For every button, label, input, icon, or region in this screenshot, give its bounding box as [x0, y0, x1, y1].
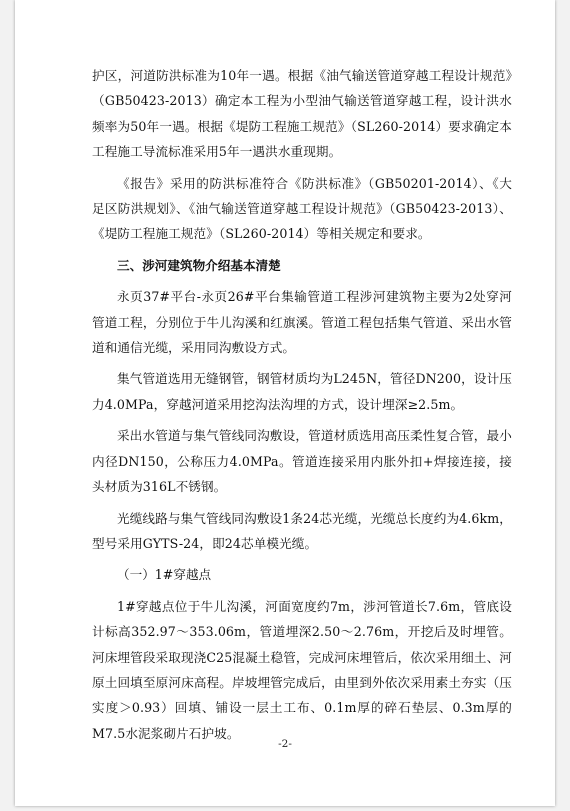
paragraph-crossing-point-1: 1#穿越点位于牛儿沟溪，河面宽度约7m，涉河管道长7.6m，管底设计标高352.97～353.06m，管道埋深2.50～2.76m，开挖后及时埋管。河床埋管段采取现浇C25混凝土稳管，完成河床埋管后，依次采用细土、河原土回填至原河床高程。岸坡埋管完成后，由里到外依次采用素土夯实（压实度＞0.93）回填、铺设一层土工布、0.1m厚的碎石垫层、0.3m厚的M7.5水泥浆砌片石护坡。	[92, 598, 512, 741]
subsection-heading: （一）1#穿越点	[117, 567, 212, 583]
document-page	[15, 0, 555, 806]
paragraph-project-overview: 永页37#平台-永页26#平台集输管道工程涉河建筑物主要为2处穿河管道工程，分别位于牛儿沟溪和红旗溪。管道工程包括集气管道、采出水管道和通信光缆，采用同沟敷设方式。	[92, 289, 512, 356]
paragraph-gas-pipeline: 集气管道选用无缝钢管，钢管材质均为L245N，管径DN200，设计压力4.0MPa，穿越河道采用挖沟法沟埋的方式，设计埋深≥2.5m。	[92, 371, 512, 412]
paragraph-flood-standard: 护区，河道防洪标准为10年一遇。根据《油气输送管道穿越工程设计规范》（GB50423-2013）确定本工程为小型油气输送管道穿越工程，设计洪水频率为50年一遇。根据《堤防工程施工规范》（SL260-2014）要求确定本工程施工导流标准采用5年一遇洪水重现期。	[92, 68, 512, 160]
section-heading: 三、涉河建筑物介绍基本清楚	[117, 257, 281, 273]
paragraph-optical-cable: 光缆线路与集气管线同沟敷设1条24芯光缆，光缆总长度约为4.6km，型号采用GYTS-24，即24芯单模光缆。	[92, 510, 512, 551]
document-body	[92, 63, 512, 752]
paragraph-report-compliance: 《报告》采用的防洪标准符合《防洪标准》（GB50201-2014）、《大足区防洪规划》、《油气输送管道穿越工程设计规范》（GB50423-2013）、《堤防工程施工规范》（SL260-2014）等相关规定和要求。	[92, 175, 512, 242]
paragraph-water-pipeline: 采出水管道与集气管线同沟敷设，管道材质选用高压柔性复合管，最小内径DN150，公称压力4.0MPa。管道连接采用内胀外扣+焊接连接，接头材质为316L不锈钢。	[92, 428, 512, 495]
page-number: -2-	[278, 738, 292, 750]
